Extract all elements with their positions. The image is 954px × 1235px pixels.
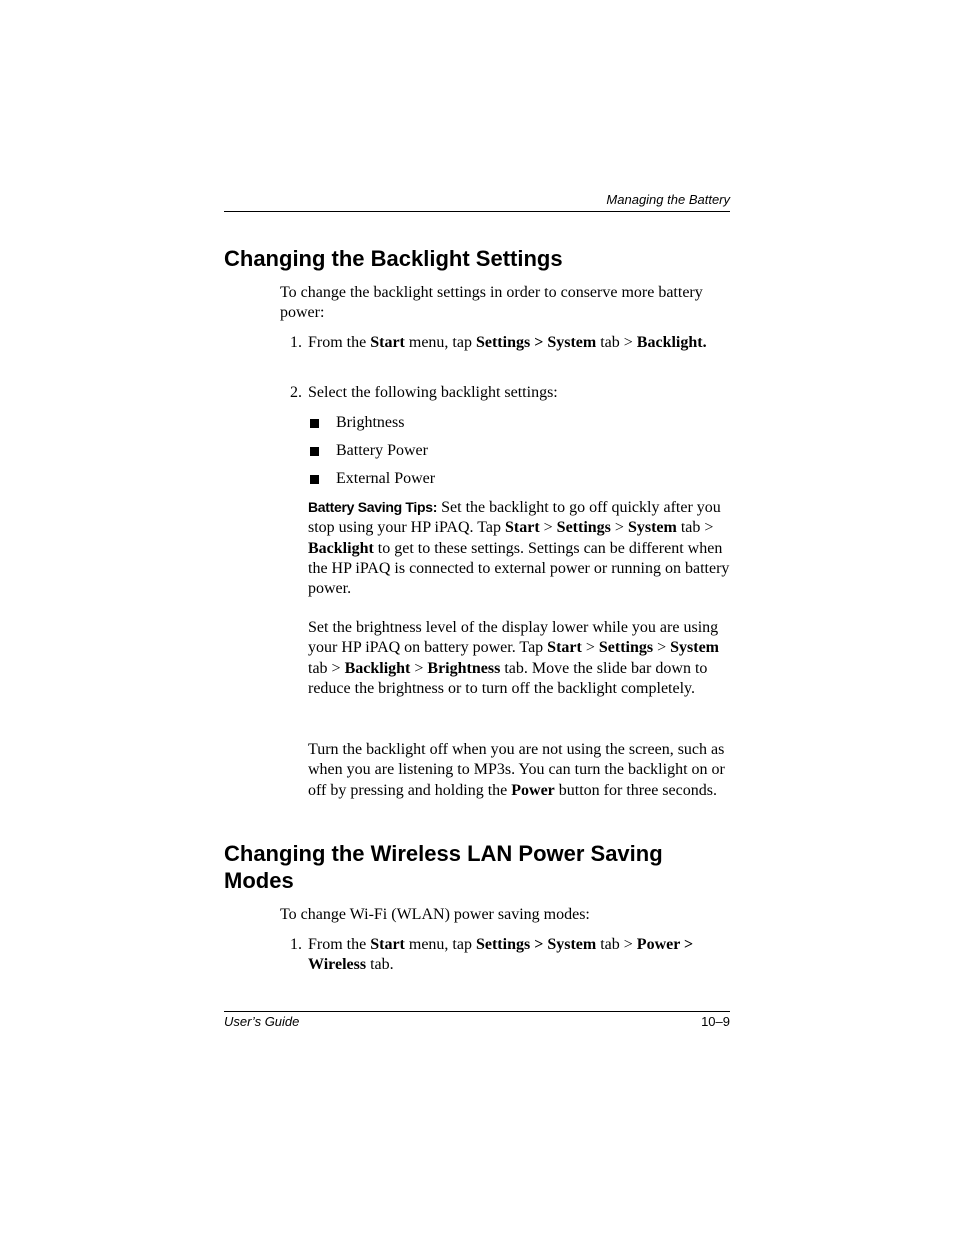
list-item-text: Battery Power — [336, 442, 428, 459]
step-number: 2. — [290, 384, 302, 401]
step-number: 1. — [290, 936, 302, 953]
tip-label: Battery Saving Tips: — [308, 499, 438, 515]
header-rule — [224, 211, 730, 212]
backlight-intro: To change the backlight settings in order to conserve more battery power: — [280, 284, 703, 322]
battery-saving-tip-3: Turn the backlight off when you are not using the screen, such as when you are listening to MP3s. You can turn the backlight on or off by pressing and holding the Power button for three seconds. — [308, 741, 725, 799]
battery-saving-tip-1: Battery Saving Tips: Set the backlight to go off quickly after you stop using your HP iPAQ. Tap Start > Settings > System tab > Backlight to get to these settings. Settings can be different when the HP iPAQ is connected to external power or running on battery power. — [308, 499, 730, 598]
section-heading-wireless-lan: Changing the Wireless LAN Power Saving Modes — [224, 841, 663, 893]
footer-guide-title: User’s Guide — [224, 1014, 300, 1029]
square-bullet-icon — [310, 447, 319, 456]
list-item-text: Brightness — [336, 414, 405, 431]
battery-saving-tip-2: Set the brightness level of the display lower while you are using your HP iPAQ on battery power. Tap Start > Settings > System tab > Backlight > Brightness tab. Move the slide bar down to reduce the brightness or to turn off the backlight completely. — [308, 619, 720, 697]
step-text: From the Start menu, tap Settings > System tab > Backlight. — [308, 334, 707, 351]
backlight-step-2 — [280, 383, 730, 404]
wireless-intro: To change Wi-Fi (WLAN) power saving modes: — [280, 906, 590, 923]
list-item-text: External Power — [336, 470, 436, 487]
square-bullet-icon — [310, 475, 319, 484]
backlight-step-1 — [280, 333, 730, 374]
section-heading-backlight: Changing the Backlight Settings — [224, 246, 563, 271]
wireless-step-1 — [280, 935, 730, 976]
page-number: 10–9 — [701, 1014, 730, 1029]
running-header: Managing the Battery — [606, 192, 730, 207]
footer-rule — [224, 1011, 730, 1012]
step-text: From the Start menu, tap Settings > System tab > Power > Wireless tab. — [308, 936, 694, 974]
step-text: Select the following backlight settings: — [308, 384, 558, 401]
step-number: 1. — [290, 334, 302, 351]
square-bullet-icon — [310, 419, 319, 428]
